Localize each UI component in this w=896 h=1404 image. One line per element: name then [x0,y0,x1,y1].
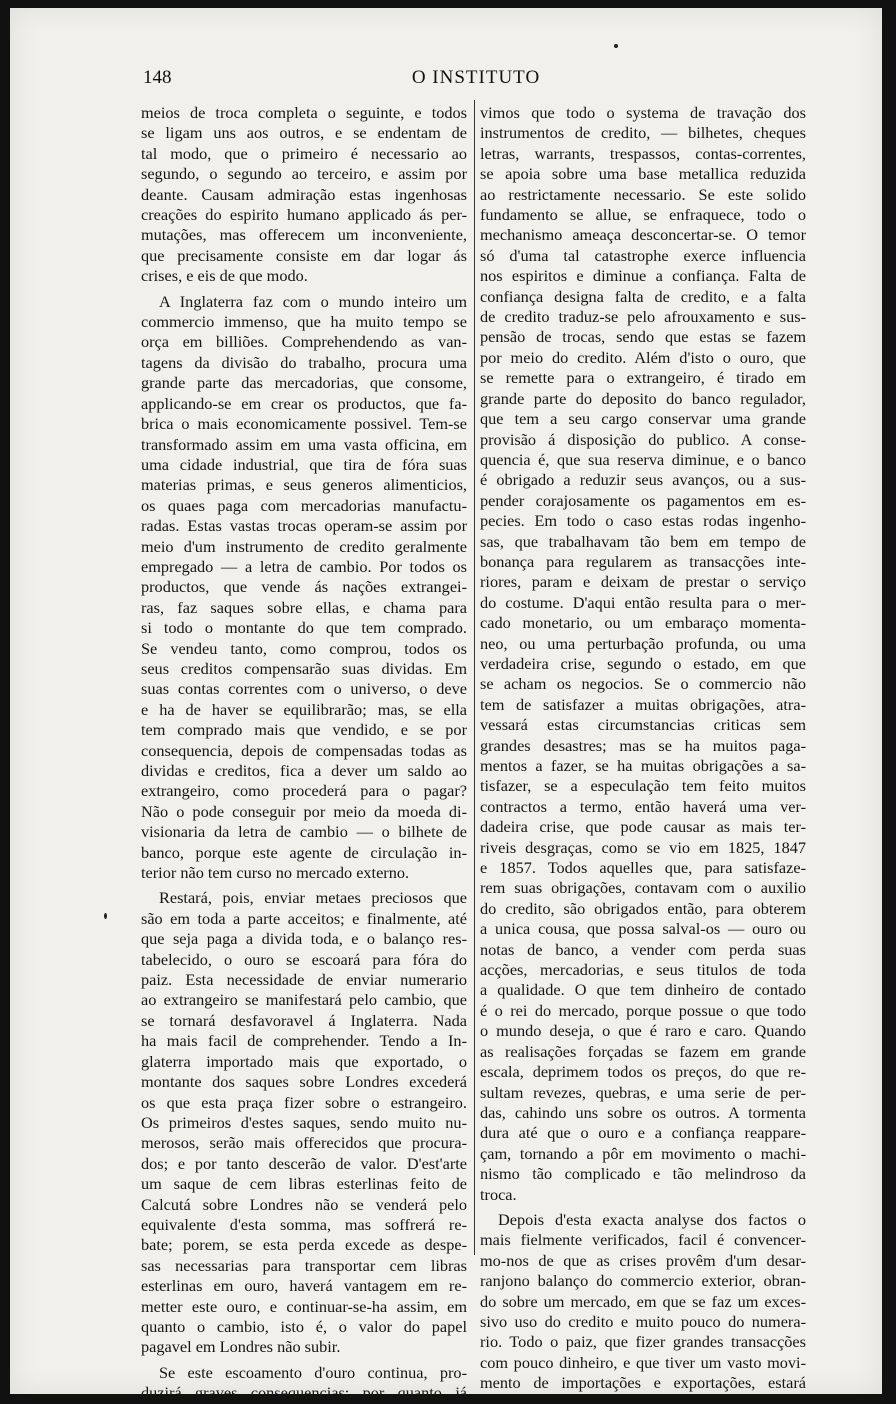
text-line: A Inglaterra faz com o mundo inteiro um [159,291,467,311]
text-line: Restará, pois, enviar metaes preciosos que [159,888,467,908]
text-line: riveis desgraças, como se vio em 1825, 1847 [480,837,806,857]
text-line: escala, deprimem todos os preços, do que re- [480,1062,806,1082]
text-line: visionaria da letra de cambio — o bilhete de [141,822,467,842]
text-line: tal modo, que o primeiro é necessario ao [141,143,467,163]
text-line: sas necessarias para transportar cem libras [141,1255,467,1275]
text-line: tem de satisfazer a muitas obrigações, atra- [480,694,806,714]
text-line: confiança designa falta de credito, e a falta [480,286,806,306]
text-line: ranjono balanço do commercio exterior, obran- [480,1271,806,1291]
text-line: as realisações forçadas se fazem em grande [480,1041,806,1061]
text-line: banco, porque este agente de circulação in- [141,842,467,862]
text-line: é obrigado a reduzir seus avanços, ou a sus- [480,470,806,490]
right-column [480,103,806,1394]
text-line: commercio immenso, que ha muito tempo se [141,312,467,332]
text-line: deante. Causam admiração estas ingenhosas [141,184,467,204]
text-line: troca. [480,1184,517,1204]
text-line: verdadeira crise, segundo o estado, em que [480,653,806,673]
text-line: das, cahindo uns sobre os outros. A tormenta [480,1102,806,1122]
text-line: segundo, o segundo ao terceiro, e assim por [141,164,467,184]
text-line: orça em billiões. Comprehendendo as van- [141,332,467,352]
text-line: grande parte das mercadorias, que consome, [141,373,467,393]
text-line: com pouco dinheiro, e que tiver um vasto movi- [480,1352,806,1372]
text-line: ras, faz saques sobre ellas, e chama para [141,597,467,617]
text-line: e 1857. Todos aquelles que, para satisfaze- [480,858,806,878]
text-line: Se vendeu tanto, como comprou, todos os [141,638,467,658]
text-line: nos espiritos e diminue a confiança. Falta de [480,266,806,286]
text-line: Se este escoamento d'ouro continua, pro- [159,1362,467,1382]
text-line: só d'uma tal catastrophe exerce influencia [480,245,806,265]
text-line: se tornará desfavoravel á Inglaterra. Nada [141,1010,467,1030]
text-line: vessará estas circumstancias criticas sem [480,715,806,735]
text-line: os que esta praça fizer sobre o estrangeiro. [141,1092,467,1112]
text-line: merosos, serão mais offerecidos que procura- [141,1133,467,1153]
text-line: é o rei do mercado, porque possue o que todo [480,1000,806,1020]
ink-speck [614,44,618,48]
text-line: pecies. Em todo o caso estas rodas ingenho- [480,511,806,531]
text-line: bate; porem, se esta perda excede as despe- [141,1235,467,1255]
text-line: e ha de haver se equilibrarão; mas, se ella [141,699,467,719]
running-title: O INSTITUTO [411,67,541,88]
text-line: se acham os negocios. Se o commercio não [480,674,806,694]
text-line: extrangeiro, como procederá para o pagar? [141,781,467,801]
text-line: seus creditos compensarão suas dividas. Em [141,658,467,678]
left-column [141,103,467,1404]
ink-speck [104,913,107,919]
text-line: pender corajosamente os pagamentos em es- [480,490,806,510]
text-line: creações do espirito humano applicado ás per- [141,205,467,225]
text-line: cado monetario, ou um embaraço momenta- [480,613,806,633]
text-line: quanto o cambio, isto é, o valor do papel [141,1316,467,1336]
text-line: letras, warrants, trespassos, contas-correntes, [480,143,806,163]
text-line: mais fielmente verificados, facil é convencer- [480,1230,806,1250]
text-line: ao extrangeiro se manifestará pelo cambio, que [141,990,467,1010]
text-line: vimos que todo o systema de travação dos [480,103,806,122]
text-line: materias primas, e seus generos alimenticios, [141,475,467,495]
text-line: mechanismo ameaça desconcertar-se. O temor [480,225,806,245]
text-line: grandes desastres; mas se ha muitos paga- [480,735,806,755]
text-line: a qualidade. O que tem dinheiro de contado [480,980,806,1000]
text-line: dos; e por tanto descerão de valor. D'est'arte [141,1153,467,1173]
text-line: os quaes paga com mercadorias manufactu- [141,495,467,515]
text-line: instrumentos de credito, — bilhetes, cheques [480,123,806,143]
page-number: 148 [143,67,172,88]
text-line: neo, ou uma perturbação profunda, ou uma [480,633,806,653]
text-line: que seja paga a divida toda, e o balanço res- [141,929,467,949]
text-line: de credito traduz-se pelo afrouxamento e sus- [480,307,806,327]
text-line: Os primeiros d'estes saques, sendo muito nu- [141,1112,467,1132]
text-line: grande parte do deposito do banco regulador, [480,388,806,408]
text-line: meio d'um instrumento de credito geralmente [141,536,467,556]
text-line: do costume. D'aqui então resulta para o mer- [480,592,806,612]
text-line: por meio do credito. Além d'isto o ouro, que [480,347,806,367]
text-line: provisão á disposição do publico. A conse- [480,429,806,449]
text-line: Depois d'esta exacta analyse dos factos o [498,1209,806,1229]
text-line: radas. Estas vastas trocas operam-se assim por [141,516,467,536]
text-line: do sobre um mercado, em que se faz um exces- [480,1291,806,1311]
text-line: brica o mais economicamente possivel. Tem-se [141,414,467,434]
text-line: ha mais facil de comprehender. Tendo a In- [141,1031,467,1051]
text-line: se ligam uns aos outros, e se endentam de [141,123,467,143]
text-line: bonança para regularem as transacções inte- [480,551,806,571]
text-line: uma cidade industrial, que tira de fóra suas [141,454,467,474]
text-line: são em toda a parte acceitos; e finalmente, até [141,908,467,928]
text-line: riores, param e deixam de prestar o serviço [480,572,806,592]
text-line: rio. Todo o paiz, que fizer grandes transacções [480,1332,806,1352]
text-line: dura até que o ouro e a confiança reappare- [480,1123,806,1143]
text-line: se apoia sobre uma base metallica reduzida [480,164,806,184]
text-line: suas contas correntes com o universo, o deve [141,679,467,699]
text-line: meios de troca completa o seguinte, e todos [141,103,467,122]
text-line: glaterra importado mais que exportado, o [141,1051,467,1071]
text-line: Não o pode conseguir por meio da moeda di- [141,801,467,821]
text-line: crises, e eis de que modo. [141,266,308,286]
text-line: empregado — a letra de cambio. Por todos os [141,556,467,576]
text-line: montante dos saques sobre Londres excederá [141,1072,467,1092]
text-line: contractos a termo, então haverá uma ver- [480,796,806,816]
text-line: applicando-se em crear os productos, que fa- [141,393,467,413]
text-line: consequencia, depois de compensadas todas as [141,740,467,760]
text-line: rem suas obrigações, contavam com o auxilio [480,878,806,898]
text-line: dividas e creditos, fica a dever um saldo ao [141,761,467,780]
text-line: duzirá graves consequencias; por quanto já [141,1383,467,1403]
text-line: mentos a fazer, se ha muitas obrigações a sa- [480,756,806,775]
text-line: a unica cousa, que possa salval-os — ouro ou [480,919,806,939]
text-line: mutações, mas offerecem um inconveniente, [141,225,467,245]
text-line: mento de importações e exportações, estará [480,1373,806,1393]
text-line: nismo tão complicado e tão melindroso da [480,1164,806,1184]
column-divider [474,100,475,1255]
text-line: fundamento se allue, se enfraquece, todo o [480,205,806,225]
text-line: um saque de cem libras esterlinas feito de [141,1174,467,1194]
text-line: si todo o montante do que tem comprado. [141,618,467,638]
text-line: esterlinas em ouro, haverá vantagem em re- [141,1276,467,1296]
text-line: productos, que vende ás nações extrangei- [141,577,467,597]
text-line: acções, mercadorias, e seus titulos de toda [480,960,806,980]
text-line: Calcutá sobre Londres não se venderá pelo [141,1194,467,1214]
text-line: tabelecido, o ouro se escoará para fóra do [141,949,467,969]
text-line: transformado assim em uma vasta officina, em [141,434,467,454]
text-line: metter este ouro, e continuar-se-ha assim, em [141,1296,467,1316]
text-line: se remette para o extrangeiro, é tirado em [480,368,806,388]
text-line: dadeira crise, que pode causar as mais ter- [480,817,806,837]
text-line: tem comprado mais que vendido, e se por [141,720,467,740]
text-line: çam, tornando a pôr em movimento o machi- [480,1143,806,1163]
text-line: ao restrictamente necessario. Se este solido [480,184,806,204]
text-line: sas, que trabalhavam tão bem em tempo de [480,531,806,551]
text-line: paiz. Esta necessidade de enviar numerario [141,970,467,990]
text-line: que tem a seu cargo conservar uma grande [480,409,806,429]
text-line: pensão de trocas, sendo que estas se fazem [480,327,806,347]
text-line: que precisamente consiste em dar logar ás [141,245,467,265]
text-line: sultam revezes, quebras, e uma serie de per- [480,1082,806,1102]
text-line: mo-nos de que as crises provêm d'um desar- [480,1250,806,1270]
text-line: sivo uso do credito e muito pouco do numera- [480,1311,806,1331]
page-header [143,67,809,93]
text-line: terior não tem curso no mercado externo. [141,863,410,883]
text-line: tagens da divisão do trabalho, procura uma [141,352,467,372]
text-line: do credito, são obrigados então, para obterem [480,898,806,918]
text-line: notas de banco, a vender com perda suas [480,939,806,959]
text-line: equivalente d'esta somma, mas soffrerá re- [141,1214,467,1234]
text-line: o mundo deseja, o que é raro e caro. Quando [480,1021,806,1041]
text-line: tisfazer, se a especulação tem feito muitos [480,776,806,796]
text-line: quencia é, que sua reserva diminue, e o banco [480,449,806,469]
text-line: pagavel em Londres não subir. [141,1337,341,1357]
